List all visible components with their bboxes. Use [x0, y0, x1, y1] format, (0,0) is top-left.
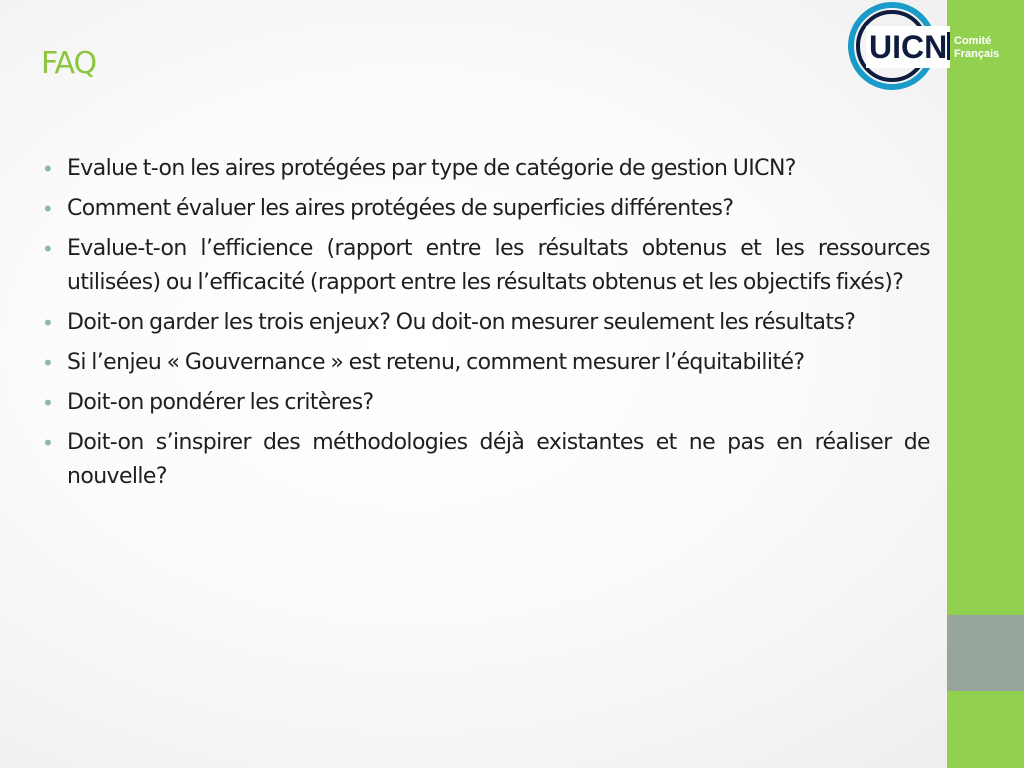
logo-subtitle-line2: Français [954, 48, 1000, 60]
bullet-item [42, 152, 930, 186]
bullet-item [42, 346, 930, 380]
bullet-text: Si l’enjeu « Gouvernance » est retenu, comment mesurer l’équitabilité? [67, 350, 805, 375]
sidebar-gray-band [947, 615, 1024, 691]
bullet-item [42, 192, 930, 226]
bullet-icon: • [42, 391, 54, 415]
sidebar-green-bar [947, 0, 1024, 768]
bullet-text: Doit-on pondérer les critères? [67, 390, 374, 415]
bullet-text: Evalue t-on les aires protégées par type de catégorie de gestion UICN? [67, 156, 796, 181]
bullet-item [42, 426, 930, 494]
content-area [42, 152, 930, 500]
bullet-icon: • [42, 351, 54, 375]
bullet-icon: • [42, 237, 54, 261]
bullet-item [42, 232, 930, 300]
bullet-text: Evalue-t-on l’efficience (rapport entre les résultats obtenus et les ressources utilisées) ou l’efficacité (rapport entre les résultats obtenus et les objectifs fixés)? [67, 236, 930, 295]
uicn-logo [842, 0, 1017, 92]
slide-title: FAQ [41, 46, 97, 81]
bullet-text: Doit-on s’inspirer des méthodologies déjà existantes et ne pas en réaliser de nouvelle? [67, 430, 930, 489]
bullet-text: Comment évaluer les aires protégées de superficies différentes? [67, 196, 734, 221]
bullet-item [42, 386, 930, 420]
bullet-icon: • [42, 197, 54, 221]
bullet-icon: • [42, 157, 54, 181]
logo-divider [947, 32, 950, 60]
faq-bullet-list [42, 152, 930, 494]
bullet-icon: • [42, 431, 54, 455]
bullet-text: Doit-on garder les trois enjeux? Ou doit-on mesurer seulement les résultats? [67, 310, 856, 335]
bullet-item [42, 306, 930, 340]
logo-subtitle-line1: Comité [954, 35, 992, 47]
logo-wordmark: UICN [869, 29, 948, 65]
bullet-icon: • [42, 311, 54, 335]
